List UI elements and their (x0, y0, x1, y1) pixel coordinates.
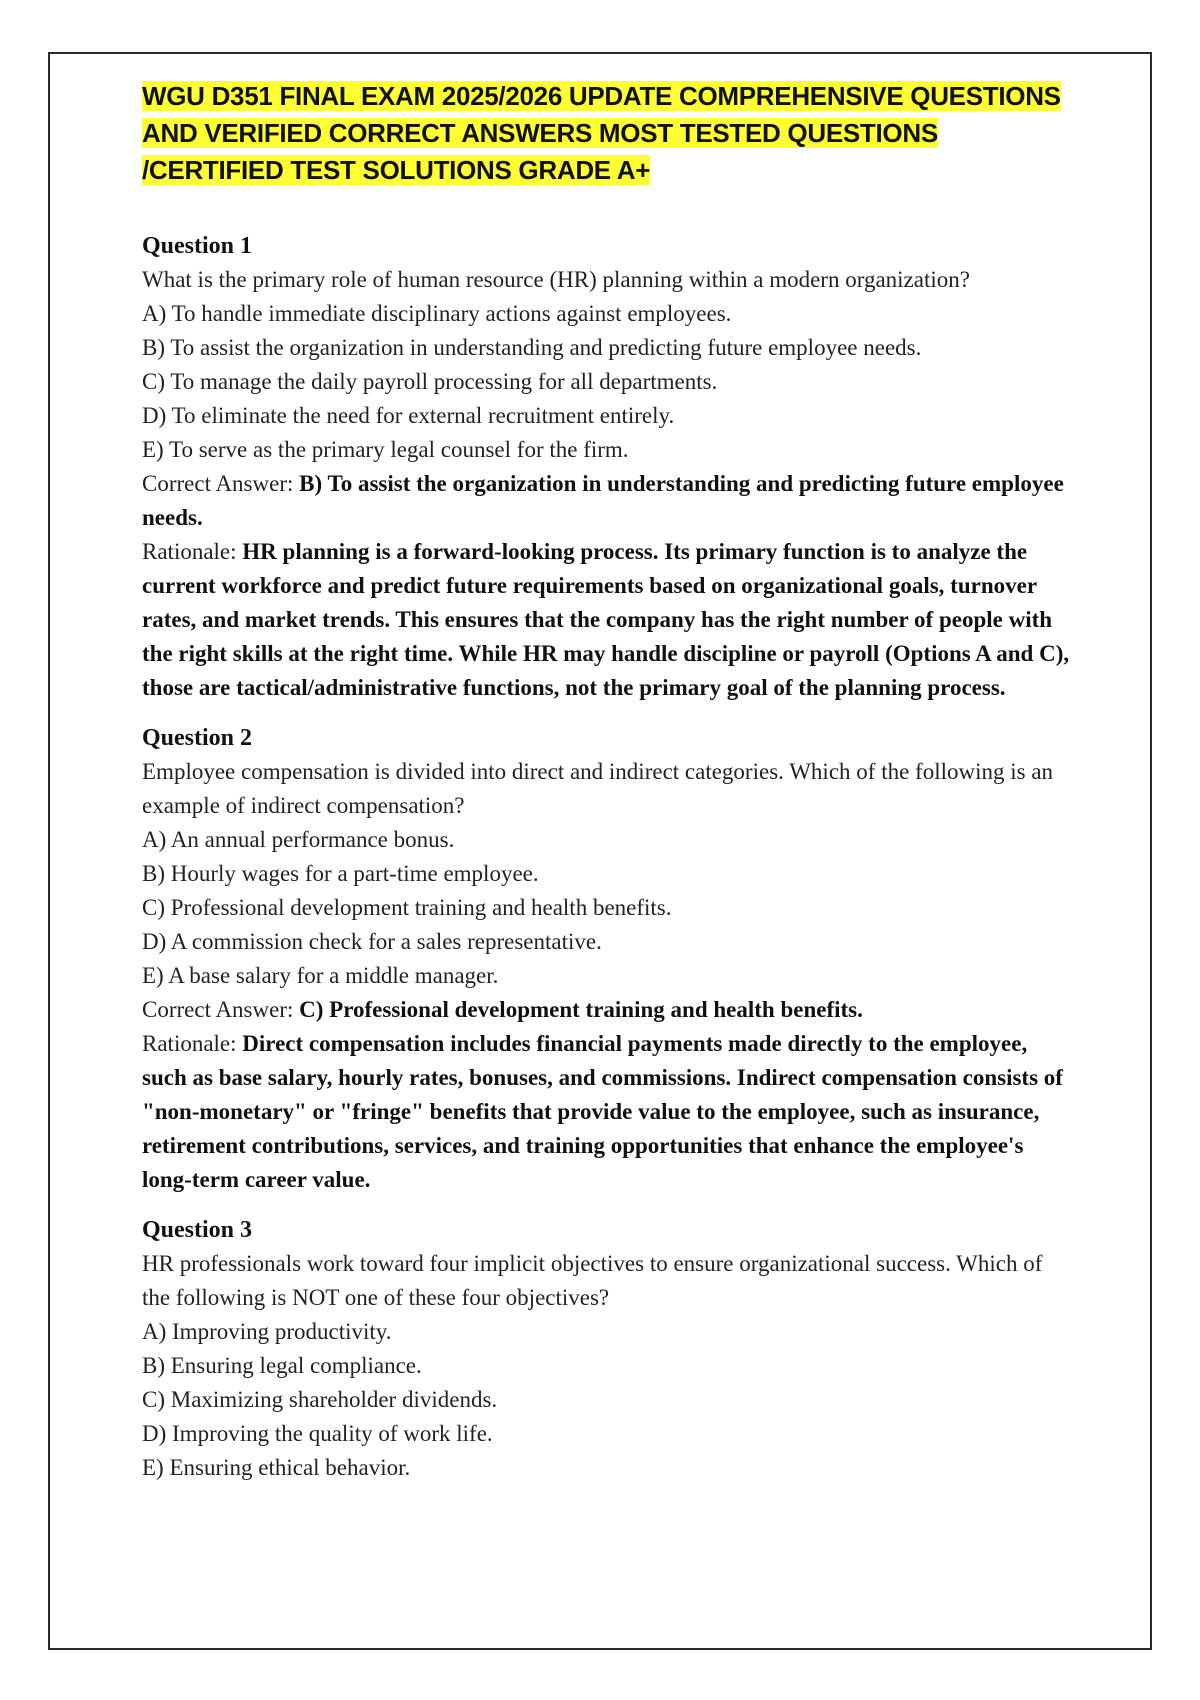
option-a: A) Improving productivity. (142, 1319, 392, 1344)
question-heading: Question 3 (142, 1217, 253, 1243)
rationale-text: HR planning is a forward-looking process. Its primary function is to analyze the current workforce and predict future requirements based on organizational goals, turnover rates, and market trends. This ensures that the company has the right number of people with the right skills at the right time. While HR may handle discipline or payroll (Options A and C), those are tactical/administrative functions, not the primary goal of the planning process. (142, 539, 1070, 700)
option-b: B) Hourly wages for a part-time employee. (142, 861, 539, 886)
option-e: E) A base salary for a middle manager. (142, 963, 499, 988)
document-content (142, 78, 1072, 1485)
question-prompt: Employee compensation is divided into direct and indirect categories. Which of the following is an example of indirect compensation? (142, 759, 1054, 818)
question-prompt: What is the primary role of human resource (HR) planning within a modern organization? (142, 267, 970, 292)
option-b: B) Ensuring legal compliance. (142, 1353, 422, 1378)
rationale-label: Rationale: (142, 1031, 237, 1056)
option-c: C) Professional development training and health benefits. (142, 895, 672, 920)
correct-answer-text: C) Professional development training and health benefits. (299, 997, 863, 1022)
option-d: D) Improving the quality of work life. (142, 1421, 493, 1446)
option-d: D) A commission check for a sales representative. (142, 929, 602, 954)
option-d: D) To eliminate the need for external recruitment entirely. (142, 403, 675, 428)
rationale-text: Direct compensation includes financial payments made directly to the employee, such as base salary, hourly rates, bonuses, and commissions. Indirect compensation consists of "non-monetary" or "fringe" benefits that provide value to the employee, such as insurance, retirement contributions, services, and training opportunities that enhance the employee's long-term career value. (142, 1031, 1063, 1192)
title-highlight: WGU D351 FINAL EXAM 2025/2026 UPDATE COMPREHENSIVE QUESTIONS AND VERIFIED CORRECT ANSWERS MOST TESTED QUESTIONS /CERTIFIED TEST SOLUTIONS GRADE A+ (142, 81, 1061, 185)
question-1 (142, 229, 1072, 705)
question-heading: Question 2 (142, 725, 253, 751)
question-heading: Question 1 (142, 233, 253, 259)
option-e: E) To serve as the primary legal counsel for the firm. (142, 437, 629, 462)
option-c: C) To manage the daily payroll processing for all departments. (142, 369, 718, 394)
correct-answer (142, 993, 1072, 1027)
correct-answer-label: Correct Answer: (142, 471, 294, 496)
option-b: B) To assist the organization in understanding and predicting future employee needs. (142, 335, 922, 360)
rationale (142, 535, 1072, 705)
correct-answer-text: B) To assist the organization in understanding and predicting future employee needs. (142, 471, 1064, 530)
rationale (142, 1027, 1072, 1197)
document-title (142, 78, 1072, 189)
option-e: E) Ensuring ethical behavior. (142, 1455, 411, 1480)
question-3 (142, 1213, 1072, 1485)
question-prompt: HR professionals work toward four implicit objectives to ensure organizational success. Which of the following is NOT one of these four objectives? (142, 1251, 1043, 1310)
option-a: A) An annual performance bonus. (142, 827, 455, 852)
correct-answer (142, 467, 1072, 535)
question-2 (142, 721, 1072, 1197)
option-c: C) Maximizing shareholder dividends. (142, 1387, 498, 1412)
correct-answer-label: Correct Answer: (142, 997, 294, 1022)
rationale-label: Rationale: (142, 539, 237, 564)
option-a: A) To handle immediate disciplinary actions against employees. (142, 301, 732, 326)
